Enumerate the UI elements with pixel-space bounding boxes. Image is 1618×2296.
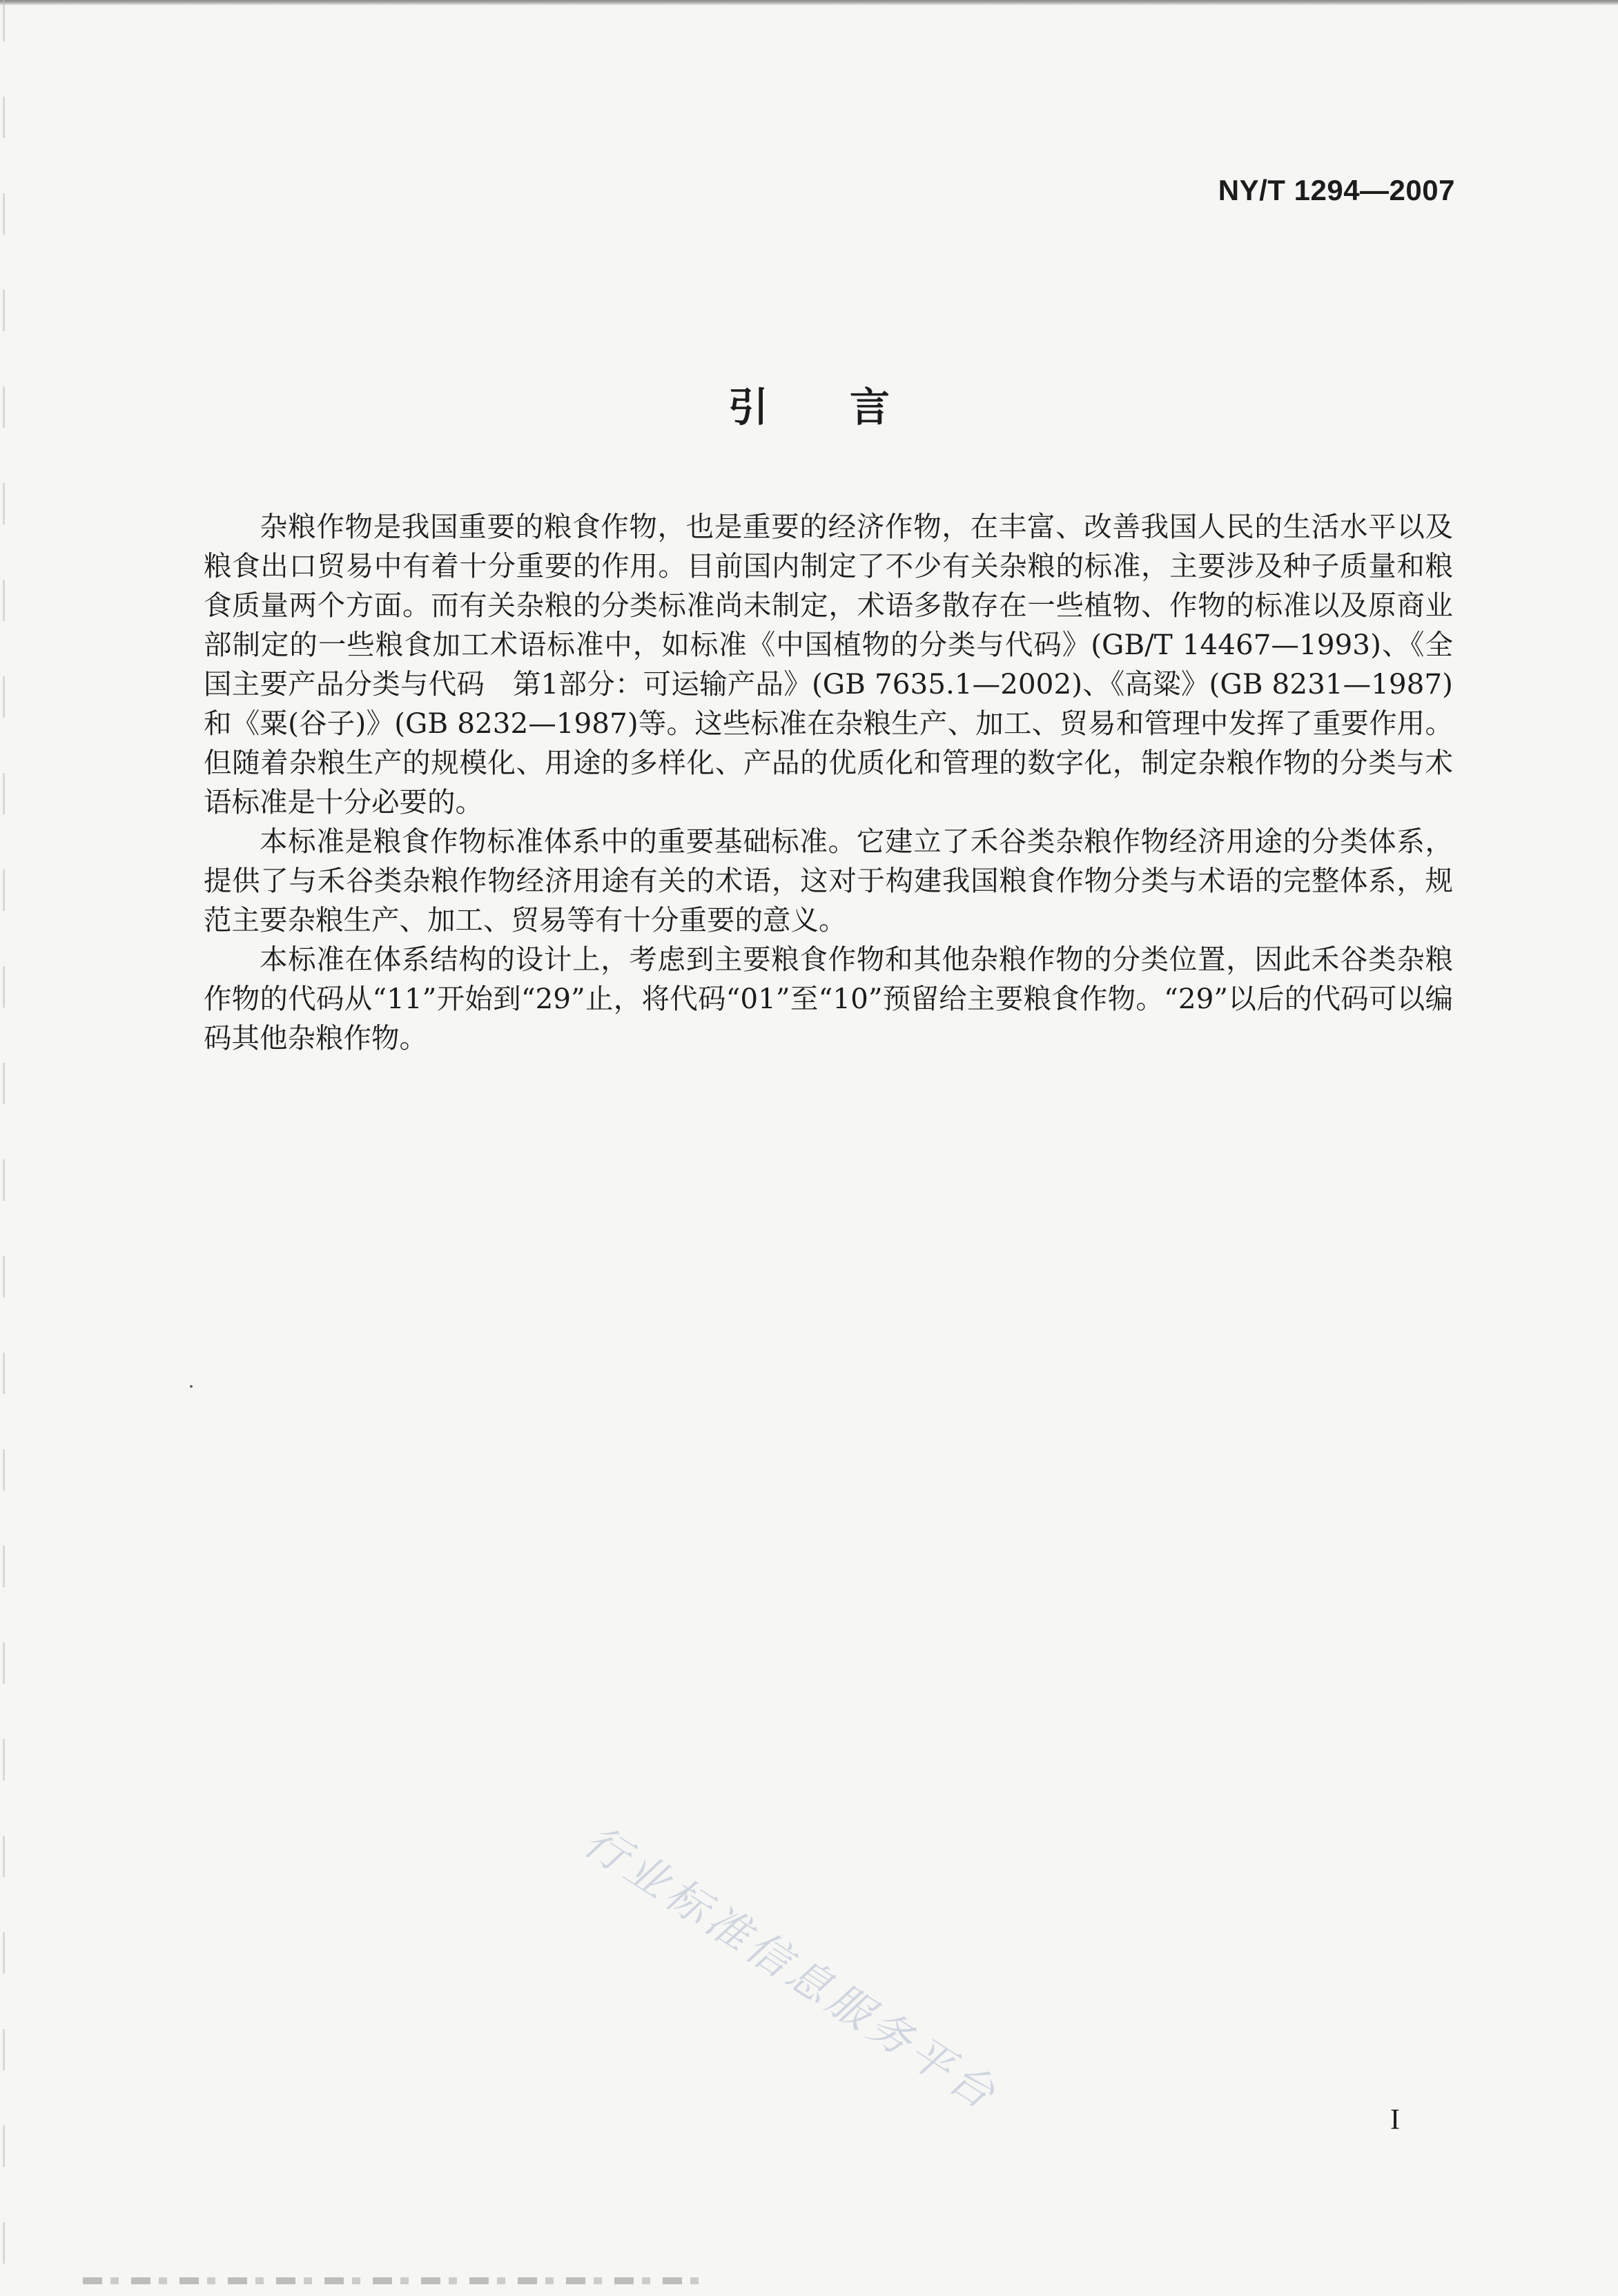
- standard-code: NY/T 1294—2007: [1218, 174, 1455, 206]
- body-text: [204, 507, 1453, 1058]
- scan-edge-bottom: [83, 2277, 704, 2284]
- page-number: I: [1390, 2104, 1400, 2136]
- paragraph-1: 杂粮作物是我国重要的粮食作物，也是重要的经济作物，在丰富、改善我国人民的生活水平以及粮食出口贸易中有着十分重要的作用。目前国内制定了不少有关杂粮的标准，主要涉及种子质量和粮食质量两个方面。而有关杂粮的分类标准尚未制定，术语多散存在一些植物、作物的标准以及原商业部制定的一些粮食加工术语标准中，如标准《中国植物的分类与代码》(GB/T 14467—1993)、《全国主要产品分类与代码 第1部分：可运输产品》(GB 7635.1—2002)、《高粱》(GB 8231—1987)和《粟(谷子)》(GB 8232—1987)等。这些标准在杂粮生产、加工、贸易和管理中发挥了重要作用。但随着杂粮生产的规模化、用途的多样化、产品的优质化和管理的数字化，制定杂粮作物的分类与术语标准是十分必要的。: [204, 510, 1453, 818]
- page-title: 引言: [728, 384, 971, 431]
- paragraph-3: 本标准在体系结构的设计上，考虑到主要粮食作物和其他杂粮作物的分类位置，因此禾谷类杂粮作物的代码从“11”开始到“29”止，将代码“01”至“10”预留给主要粮食作物。“29”以后的代码可以编码其他杂粮作物。: [204, 943, 1453, 1054]
- scan-edge-top: [0, 0, 1618, 6]
- scan-edge-left: [3, 0, 5, 2296]
- watermark: 行业标准信息服务平台: [575, 1815, 1008, 2121]
- scan-speck: [190, 1385, 193, 1388]
- paragraph-2: 本标准是粮食作物标准体系中的重要基础标准。它建立了禾谷类杂粮作物经济用途的分类体系，提供了与禾谷类杂粮作物经济用途有关的术语，这对于构建我国粮食作物分类与术语的完整体系，规范主要杂粮生产、加工、贸易等有十分重要的意义。: [204, 825, 1453, 936]
